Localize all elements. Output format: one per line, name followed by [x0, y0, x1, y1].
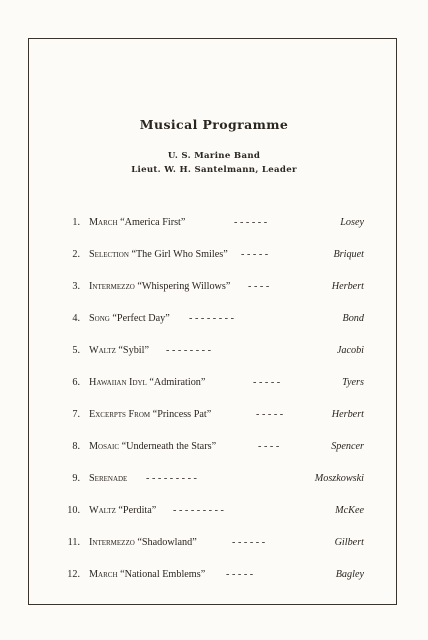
programme-item — [0, 441, 428, 459]
item-description — [89, 569, 205, 580]
band-leader: Lieut. W. H. Santelmann, Leader — [131, 165, 297, 175]
item-title: “Perdita” — [118, 505, 157, 516]
programme-item — [0, 217, 428, 235]
dot-leader: - - - - - — [253, 377, 281, 388]
programme-item — [0, 345, 428, 363]
item-number: 5. — [72, 345, 80, 356]
item-title: “Shadowland” — [137, 537, 197, 548]
item-composer: Bagley — [335, 569, 364, 580]
dot-leader: - - - - - - - - - — [146, 473, 197, 484]
item-kind: Serenade — [89, 473, 128, 484]
item-composer: Herbert — [331, 409, 364, 420]
item-description — [89, 345, 149, 356]
item-composer: Tyers — [342, 377, 364, 388]
item-kind: Mosaic — [89, 441, 120, 452]
item-title: “Princess Pat” — [152, 409, 212, 420]
item-kind: March — [89, 217, 118, 228]
programme-item — [0, 569, 428, 587]
dot-leader: - - - - - — [241, 249, 269, 260]
programme-item — [0, 313, 428, 331]
item-number: 3. — [72, 281, 80, 292]
dot-leader: - - - - - - - - — [189, 313, 234, 324]
item-kind: Excerpts From — [89, 409, 151, 420]
programme-item — [0, 281, 428, 299]
item-description — [89, 377, 205, 388]
item-description — [89, 537, 197, 548]
item-description — [89, 281, 230, 292]
item-description — [89, 249, 228, 260]
item-title: “Underneath the Stars” — [121, 441, 217, 452]
item-number: 11. — [67, 537, 80, 548]
item-composer: Herbert — [331, 281, 364, 292]
item-composer: Losey — [340, 217, 364, 228]
item-number: 1. — [72, 217, 80, 228]
item-composer: Spencer — [331, 441, 364, 452]
item-composer: Briquet — [333, 249, 364, 260]
item-number: 12. — [67, 569, 80, 580]
programme-item — [0, 537, 428, 555]
dot-leader: - - - - - - - - — [166, 345, 211, 356]
item-kind: Hawaiian Idyl — [89, 377, 147, 388]
item-title: “National Emblems” — [120, 569, 206, 580]
item-number: 10. — [67, 505, 80, 516]
item-composer: McKee — [335, 505, 364, 516]
programme-item — [0, 409, 428, 427]
dot-leader: - - - - — [248, 281, 270, 292]
dot-leader: - - - - - — [256, 409, 284, 420]
item-description — [89, 409, 211, 420]
dot-leader: - - - - — [258, 441, 280, 452]
item-description — [89, 505, 156, 516]
item-composer: Moszkowski — [314, 473, 364, 484]
item-title: “The Girl Who Smiles” — [131, 249, 228, 260]
dot-leader: - - - - - - — [232, 537, 266, 548]
item-number: 7. — [72, 409, 80, 420]
item-description — [89, 313, 170, 324]
item-title: “Whispering Willows” — [137, 281, 231, 292]
item-number: 2. — [72, 249, 80, 260]
item-description — [89, 473, 127, 484]
item-kind: Selection — [89, 249, 129, 260]
item-composer: Jacobi — [336, 345, 364, 356]
item-kind: Waltz — [89, 505, 116, 516]
programme-item — [0, 249, 428, 267]
item-title: “Sybil” — [118, 345, 149, 356]
item-number: 4. — [72, 313, 80, 324]
item-title: “America First” — [120, 217, 186, 228]
programme-item — [0, 505, 428, 523]
programme-title: Musical Programme — [139, 117, 289, 132]
dot-leader: - - - - - — [226, 569, 254, 580]
item-kind: Intermezzo — [89, 281, 135, 292]
item-description — [89, 441, 216, 452]
item-title: “Perfect Day” — [112, 313, 170, 324]
dot-leader: - - - - - - — [234, 217, 268, 228]
item-composer: Gilbert — [334, 537, 364, 548]
item-kind: Song — [89, 313, 110, 324]
dot-leader: - - - - - - - - - — [173, 505, 224, 516]
item-kind: March — [89, 569, 118, 580]
item-composer: Bond — [342, 313, 364, 324]
item-kind: Waltz — [89, 345, 116, 356]
programme-item — [0, 377, 428, 395]
item-number: 9. — [72, 473, 80, 484]
item-kind: Intermezzo — [89, 537, 135, 548]
item-number: 6. — [72, 377, 80, 388]
item-title: “Admiration” — [149, 377, 206, 388]
band-name: U. S. Marine Band — [167, 151, 261, 161]
programme-item — [0, 473, 428, 491]
item-description — [89, 217, 185, 228]
item-number: 8. — [72, 441, 80, 452]
